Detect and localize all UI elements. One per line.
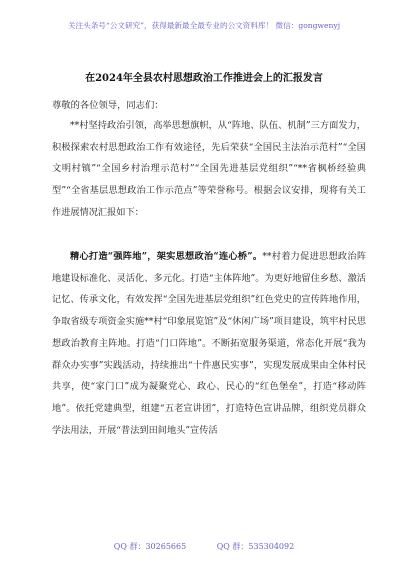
footer-qq-group-1: QQ 群：30265665 [113, 542, 187, 551]
paragraph-intro: **村坚持政治引领，高举思想旗帜，从“阵地、队伍、机制”三方面发力，积极探索农村思想政治工作有效途径，先后荣获“全国民主法治示范村”“全国文明村镇”“全国乡村治理示范村”“全国先进基层党组织”“**省枫桥经验典型”“全省基层思想政治工作示范点”等荣誉称号。根据会议安排，现将有关工作进展情况汇报如下： [52, 120, 366, 218]
section-lead-heading: 精心打造“强阵地”，架实思想政治“连心桥”。 [70, 251, 263, 262]
document-title: 在2024年全县农村思想政治工作推进会上的汇报发言 [85, 73, 323, 84]
section-body-text: **村着力促进思想政治阵地建设标准化、灵活化、多元化。打造“主体阵地”。为更好地留住乡愁、激活记忆、传承文化，有效发挥“全国先进基层党组织”红色党史的宣传阵地作用，争取省级专项资金实施**村“印象展览馆”及“休闲广场”项目建设，筑牢村民思想政治教育主阵地。打造“门口阵地”。不断拓宽服务渠道，常态化开展“我为群众办实事”实践活动，持续推出“十件惠民实事”，实现发展成果由全体村民共享，使“家门口”成为凝聚党心、政心、民心的“红色堡垒”，打造“移动阵地”。依托党建典型，组建“五老宣讲团”，打造特色宣讲品牌，组织党员群众学法用法，开展“普法到田间地头”宣传活 [52, 251, 367, 436]
footer-qq-group-2: QQ 群：535304092 [216, 542, 295, 551]
footer-contact [0, 541, 408, 552]
header-promo-note: 关注头条号“公文研究”，获得最新最全最专业的公文资料库！ 微信：gongwenyj [67, 21, 341, 30]
paragraph-section-1 [52, 246, 366, 441]
salutation: 尊敬的各位领导，同志们： [52, 100, 164, 111]
